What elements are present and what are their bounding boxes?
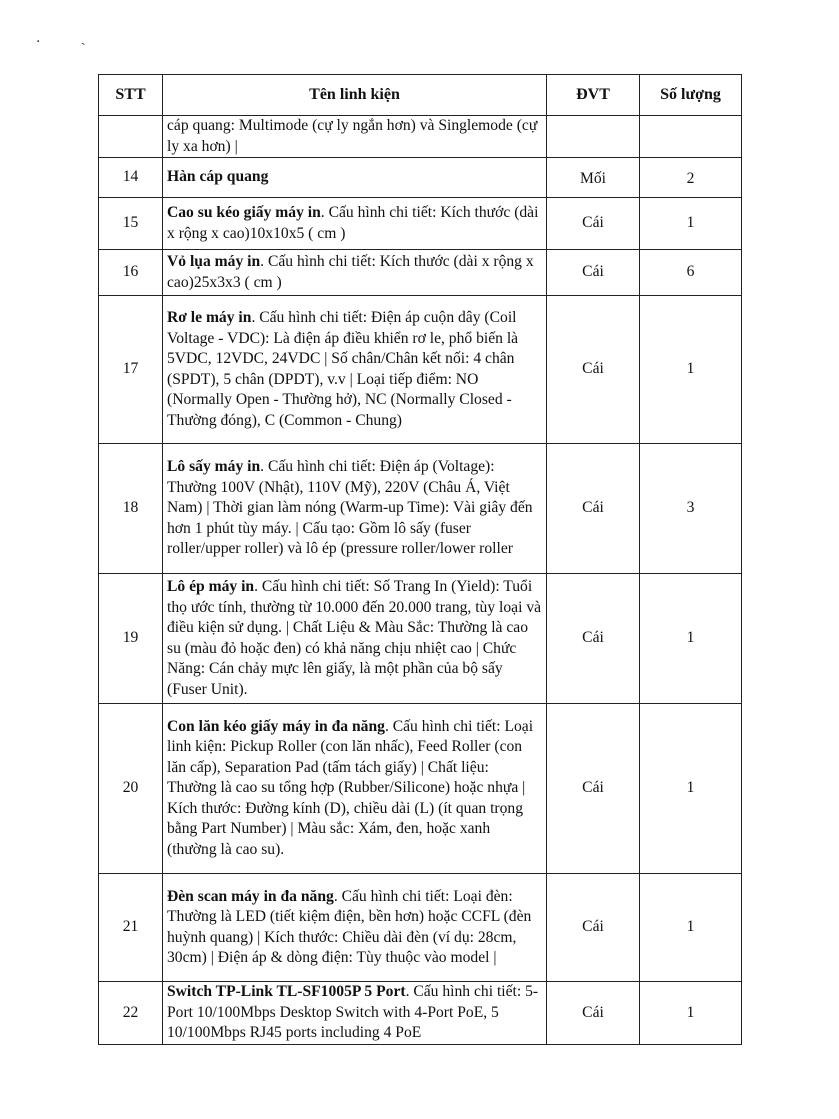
table-row xyxy=(99,444,742,574)
unit-cell: Cái xyxy=(547,198,640,250)
table-row xyxy=(99,574,742,704)
table-row xyxy=(99,296,742,444)
scan-marks: . ˎ xyxy=(36,30,104,46)
item-name xyxy=(163,704,547,874)
item-name-detail: . Cấu hình chi tiết: Điện áp cuộn dây (Coil Voltage - VDC): Là điện áp điều khiển rơ le, phổ biến là 5VDC, 12VDC, 24VDC | Số chân/Chân kết nối: 4 chân (SPDT), 5 chân (DPDT), v.v | Loại tiếp điểm: NO (Normally Open - Thường hở), NC (Normally Closed - Thường đóng), C (Common - Chung) xyxy=(167,309,519,429)
unit-cell: Cái xyxy=(547,874,640,982)
stt-cell xyxy=(99,116,163,158)
qty-cell: 3 xyxy=(640,444,742,574)
item-name-detail: . Cấu hình chi tiết: 5-Port 10/100Mbps Desktop Switch with 4-Port PoE, 5 10/100Mbps RJ45 ports including 4 PoE xyxy=(167,983,539,1042)
item-name-detail: . Cấu hình chi tiết: Kích thước (dài x rộng x cao)25x3x3 ( cm ) xyxy=(167,253,534,291)
qty-cell: 6 xyxy=(640,250,742,296)
unit-cell: Cái xyxy=(547,982,640,1045)
item-name-bold: Switch TP-Link TL-SF1005P 5 Port xyxy=(167,983,406,1001)
item-name-detail: . Cấu hình chi tiết: Loại đèn: Thường là LED (tiết kiệm điện, bền hơn) hoặc CCFL (đèn huỳnh quang) | Kích thước: Chiều dài đèn (ví dụ: 28cm, 30cm) | Điện áp & dòng điện: Tùy thuộc vào model | xyxy=(167,887,532,966)
stt-cell: 14 xyxy=(99,158,163,198)
header-stt: STT xyxy=(99,75,163,116)
item-name xyxy=(163,158,547,198)
stt-cell: 21 xyxy=(99,874,163,982)
table-row xyxy=(99,198,742,250)
qty-cell: 1 xyxy=(640,704,742,874)
item-name-detail: . Cấu hình chi tiết: Loại linh kiện: Pickup Roller (con lăn nhấc), Feed Roller (con lăn cấp), Separation Pad (tấm tách giấy) | Chất liệu: Thường là cao su tổng hợp (Rubber/Silicone) hoặc nhựa | Kích thước: Đường kính (D), chiều dài (L) (ít quan trọng bằng Part Number) | Màu sắc: Xám, đen, hoặc xanh (thường là cao su). xyxy=(167,717,534,858)
unit-cell: Cái xyxy=(547,704,640,874)
qty-cell xyxy=(640,116,742,158)
stt-cell: 19 xyxy=(99,574,163,704)
qty-cell: 1 xyxy=(640,296,742,444)
table-row-continuation xyxy=(99,116,742,158)
stt-cell: 15 xyxy=(99,198,163,250)
item-name-bold: Hàn cáp quang xyxy=(167,168,269,186)
item-name-bold: Rơ le máy in xyxy=(167,309,252,326)
component-table xyxy=(98,74,742,1045)
unit-cell xyxy=(547,116,640,158)
item-name xyxy=(163,296,547,444)
stt-cell: 16 xyxy=(99,250,163,296)
unit-cell: Cái xyxy=(547,444,640,574)
qty-cell: 1 xyxy=(640,874,742,982)
unit-cell: Mối xyxy=(547,158,640,198)
qty-cell: 1 xyxy=(640,574,742,704)
unit-cell: Cái xyxy=(547,250,640,296)
header-qty: Số lượng xyxy=(640,75,742,116)
item-name-detail: . Cấu hình chi tiết: Số Trang In (Yield): Tuổi thọ ước tính, thường từ 10.000 đến 20.000 trang, tùy loại và điều kiện sử dụng. | Chất Liệu & Màu Sắc: Thường là cao su (màu đỏ hoặc đen) có khả năng chịu nhiệt cao | Chức Năng: Cán chảy mực lên giấy, là một phần của bộ sấy (Fuser Unit). xyxy=(167,578,542,698)
continuation-text: cáp quang: Multimode (cự ly ngắn hơn) và Singlemode (cự ly xa hơn) | xyxy=(163,116,547,158)
item-name-bold: Con lăn kéo giấy máy in đa năng xyxy=(167,717,385,735)
stt-cell: 18 xyxy=(99,444,163,574)
table-row xyxy=(99,874,742,982)
item-name-bold: Đèn scan máy in đa năng xyxy=(167,887,334,905)
qty-cell: 1 xyxy=(640,198,742,250)
table-row xyxy=(99,158,742,198)
item-name xyxy=(163,982,547,1045)
stt-cell: 17 xyxy=(99,296,163,444)
item-name-bold: Cao su kéo giấy máy in xyxy=(167,204,321,221)
qty-cell: 1 xyxy=(640,982,742,1045)
table-row xyxy=(99,704,742,874)
header-unit: ĐVT xyxy=(547,75,640,116)
table-row xyxy=(99,982,742,1045)
unit-cell: Cái xyxy=(547,574,640,704)
item-name-detail: . Cấu hình chi tiết: Điện áp (Voltage): Thường 100V (Nhật), 110V (Mỹ), 220V (Châu Á, Việt Nam) | Thời gian làm nóng (Warm-up Time): Vài giây đến hơn 1 phút tùy máy. | Cấu tạo: Gồm lô sấy (fuser roller/upper roller) và lô ép (pressure roller/lower roller xyxy=(167,458,533,558)
table-row xyxy=(99,250,742,296)
stt-cell: 22 xyxy=(99,982,163,1045)
item-name-bold: Vỏ lụa máy in xyxy=(167,253,261,270)
item-name xyxy=(163,444,547,574)
item-name-bold: Lô sấy máy in xyxy=(167,458,261,476)
item-name xyxy=(163,874,547,982)
table-header-row xyxy=(99,75,742,116)
item-name xyxy=(163,574,547,704)
qty-cell: 2 xyxy=(640,158,742,198)
item-name-detail: . Cấu hình chi tiết: Kích thước (dài x rộng x cao)10x10x5 ( cm ) xyxy=(167,204,539,242)
item-name xyxy=(163,250,547,296)
header-name: Tên linh kiện xyxy=(163,75,547,116)
item-name xyxy=(163,198,547,250)
item-name-bold: Lô ép máy in xyxy=(167,578,255,595)
unit-cell: Cái xyxy=(547,296,640,444)
stt-cell: 20 xyxy=(99,704,163,874)
